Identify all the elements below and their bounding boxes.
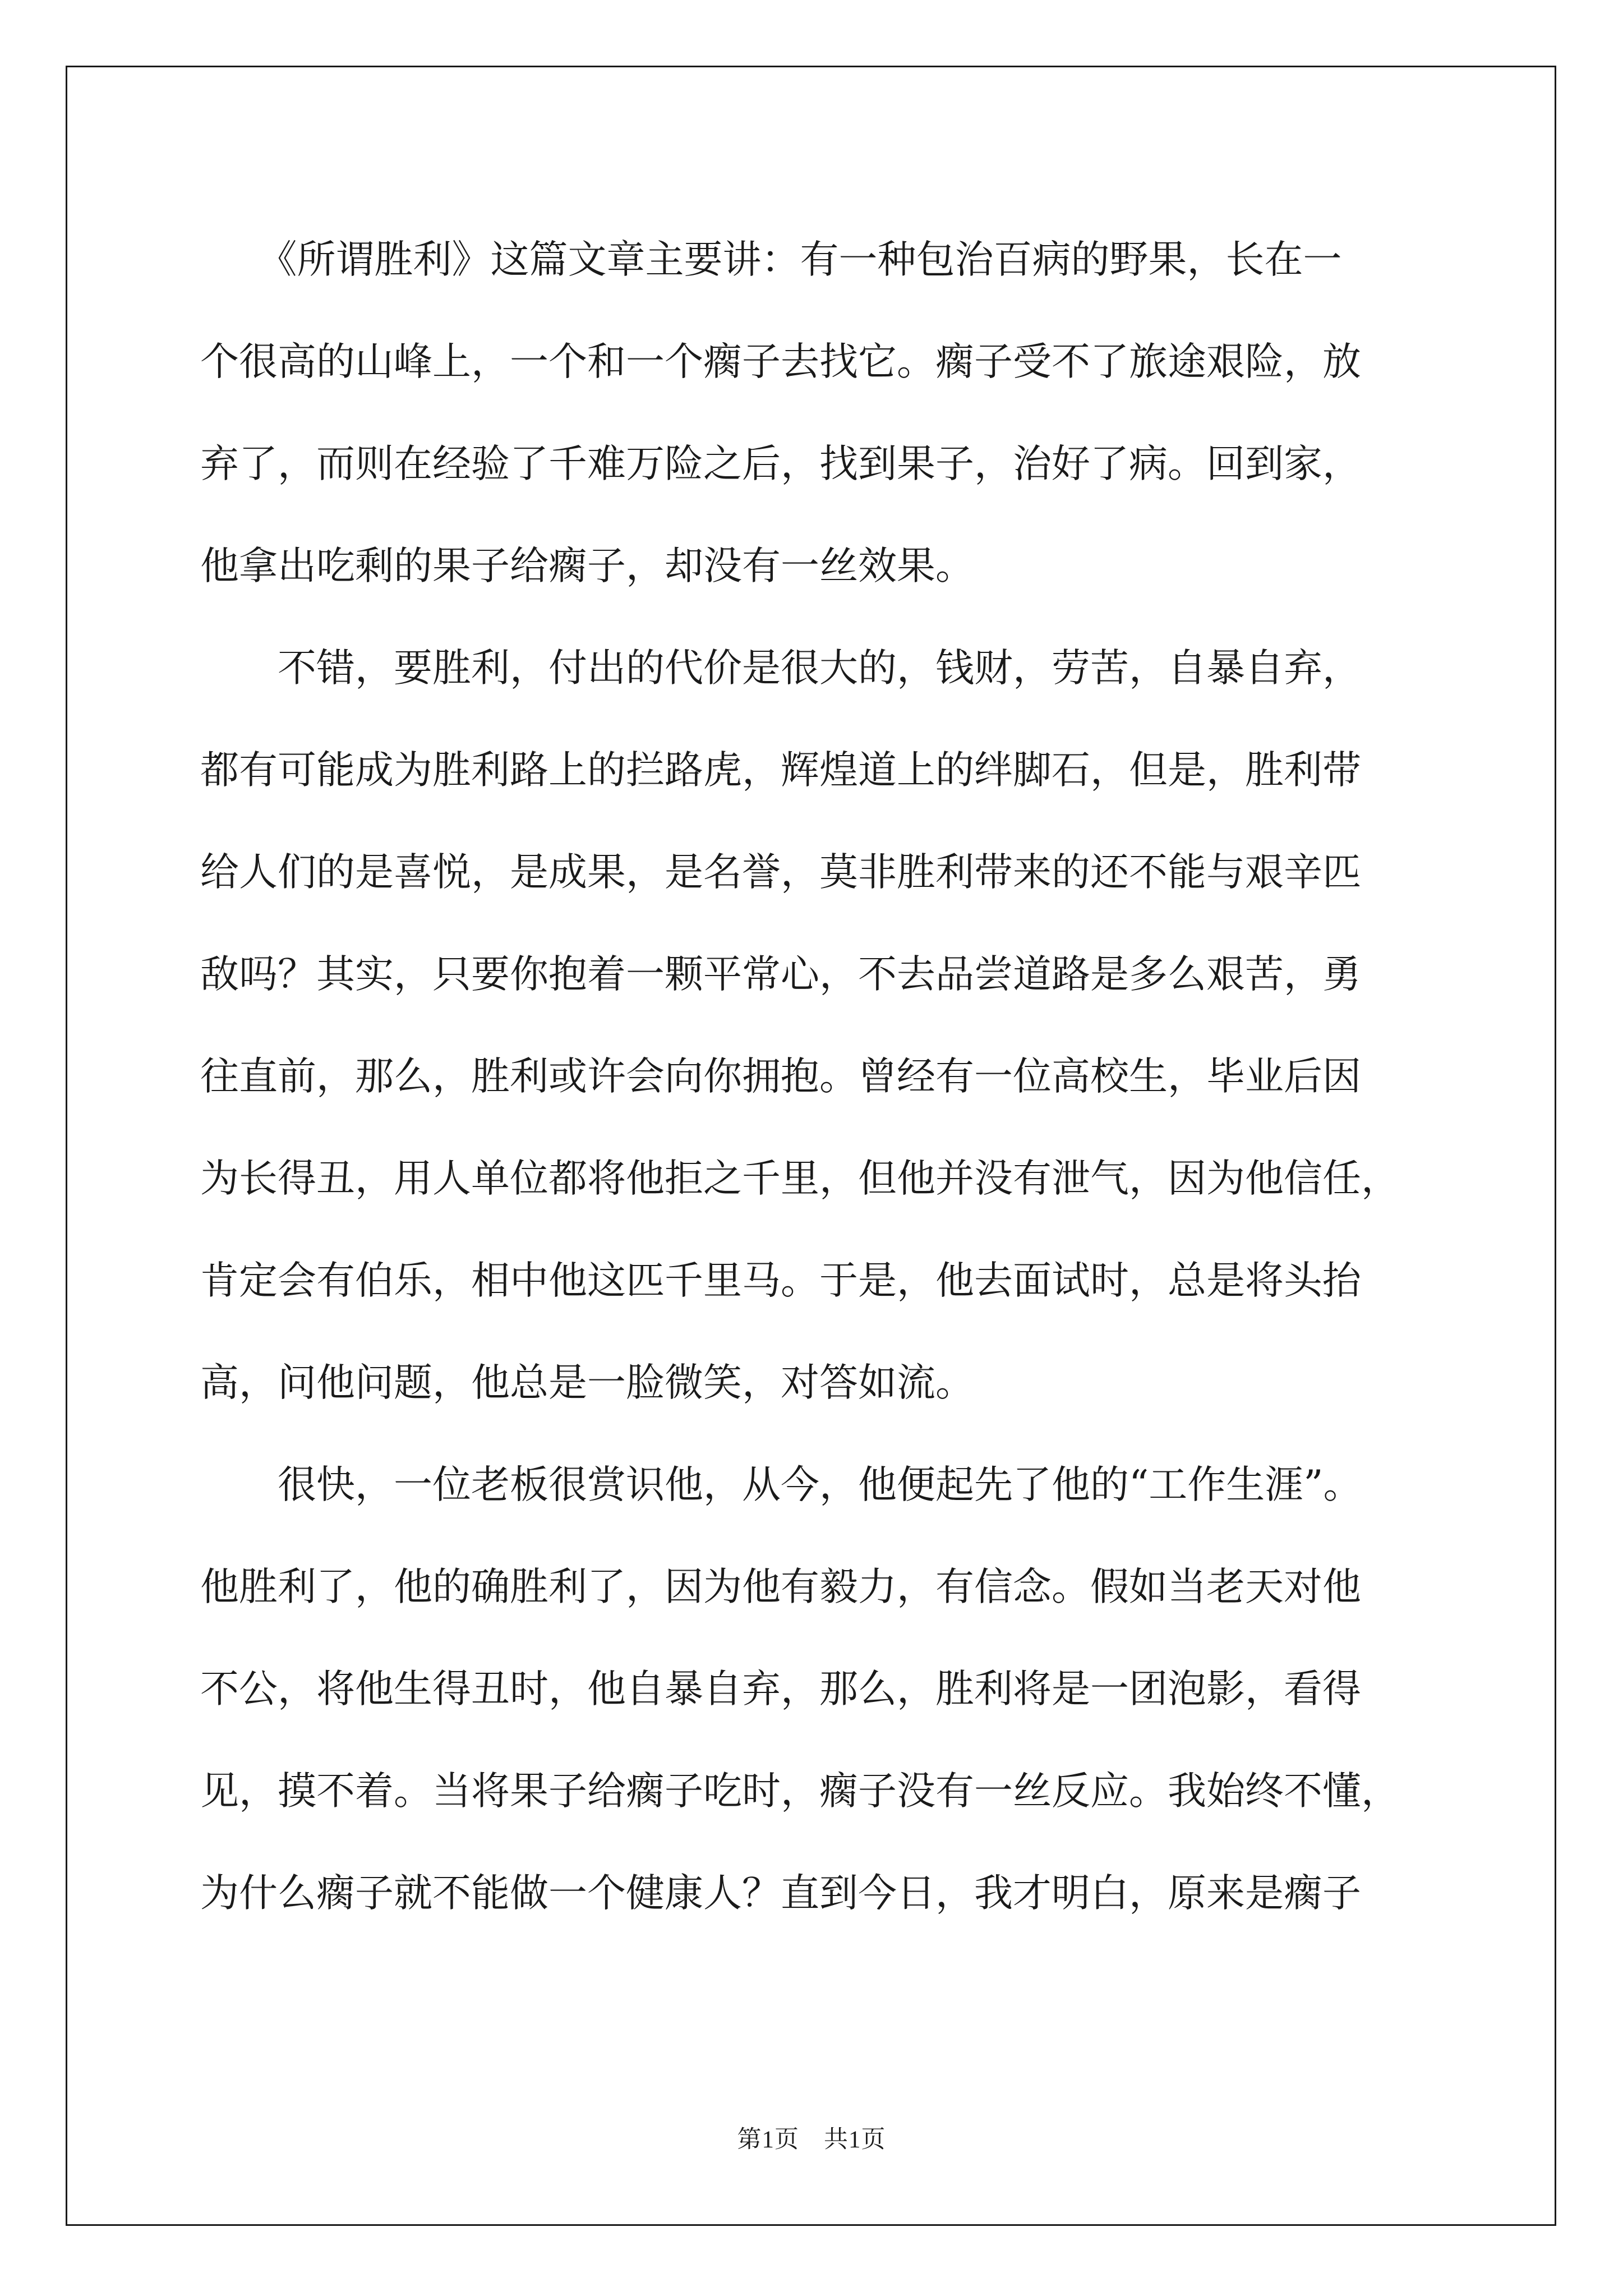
- text-line: 都有可能成为胜利路上的拦路虎，辉煌道上的绊脚石，但是，胜利带: [200, 748, 1361, 793]
- text-line: 《所谓胜利》这篇文章主要讲：有一种包治百病的野果，长在一: [200, 237, 1342, 282]
- text-line: 敌吗？其实，只要你抱着一颗平常心，不去品尝道路是多么艰苦，勇: [200, 952, 1361, 997]
- document-body: [200, 209, 1437, 1944]
- text-line: 给人们的是喜悦，是成果，是名誉，莫非胜利带来的还不能与艰辛匹: [200, 850, 1361, 895]
- text-line: 个很高的山峰上，一个和一个瘸子去找它。瘸子受不了旅途艰险，放: [200, 339, 1361, 384]
- text-line: 高，问他问题，他总是一脸微笑，对答如流。: [200, 1360, 974, 1405]
- text-line: 肯定会有伯乐，相中他这匹千里马。于是，他去面试时，总是将头抬: [200, 1258, 1361, 1303]
- text-line: 不错，要胜利，付出的代价是很大的，钱财，劳苦，自暴自弃，: [200, 646, 1361, 691]
- text-line: 他拿出吃剩的果子给瘸子，却没有一丝效果。: [200, 544, 974, 588]
- text-line: 为什么瘸子就不能做一个健康人？直到今日，我才明白，原来是瘸子: [200, 1871, 1361, 1916]
- text-line: 见，摸不着。当将果子给瘸子吃时，瘸子没有一丝反应。我始终不懂，: [200, 1769, 1400, 1814]
- text-line: 弃了，而则在经验了千难万险之后，找到果子，治好了病。回到家，: [200, 441, 1361, 486]
- page-number-footer: 第1页 共1页: [737, 2127, 886, 2153]
- text-line: 往直前，那么，胜利或许会向你拥抱。曾经有一位高校生，毕业后因: [200, 1054, 1361, 1099]
- text-line: 为长得丑，用人单位都将他拒之千里，但他并没有泄气，因为他信任，: [200, 1156, 1400, 1201]
- text-line: 不公，将他生得丑时，他自暴自弃，那么，胜利将是一团泡影，看得: [200, 1667, 1361, 1711]
- text-line: 很快，一位老板很赏识他，从今，他便起先了他的“工作生涯”。: [200, 1462, 1362, 1507]
- text-line: 他胜利了，他的确胜利了，因为他有毅力，有信念。假如当老天对他: [200, 1565, 1361, 1609]
